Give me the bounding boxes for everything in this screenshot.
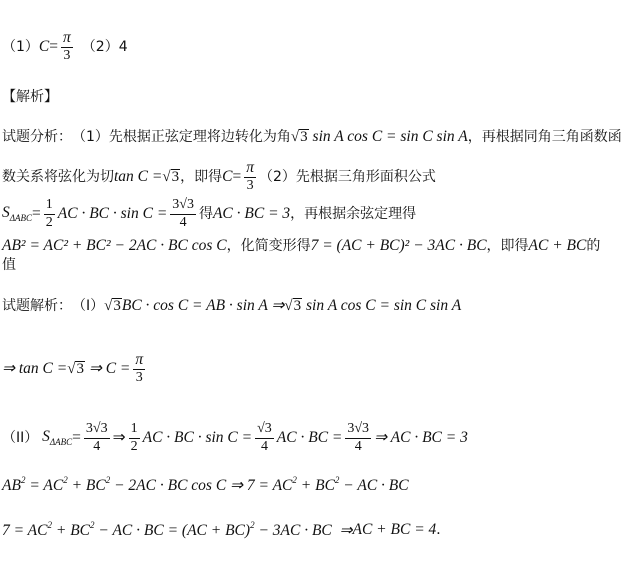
sum-expr: AC + BC — [528, 237, 587, 254]
answer-pi-over-3: $\frac{\pi}{3}$ — [63, 29, 71, 64]
root3-over-4: $\frac{√3}{4}$ — [257, 421, 272, 454]
analysis-line-5: 值 — [2, 257, 16, 273]
analysis-label: 试题分析： — [2, 129, 72, 145]
area-symbol: $S_{\Delta ABC}$ — [2, 204, 33, 224]
analysis-line-4: AB² = AC² + BC² − 2AC · BC cos C ，化简变形得 7 = (AC + BC)² − 3AC · BC ，即得 AC + BC 的 — [2, 237, 601, 254]
analysis-step1-tail: ，再根据同角三角函数函 — [467, 129, 622, 145]
section-heading: 【解析】 — [2, 89, 58, 105]
tan-expr: tan C = — [114, 168, 163, 186]
one-half: $\frac{1}{2}$ — [130, 421, 138, 454]
area-product: AC · BC · sin C = — [57, 205, 168, 223]
solution-label: 试题解析： — [2, 298, 72, 314]
pi-over-3: $\frac{\pi}{3}$ — [135, 351, 144, 386]
analysis-line-1 — [2, 129, 622, 145]
analysis-line-3: $S_{\Delta ABC}$ = $\frac{1}{2}$ AC · BC · sin C = $\frac{3√3}{4}$ 得 AC · BC = 3 ，再根据余弦定理得 — [2, 197, 417, 230]
simplified-eq: 7 = (AC + BC)² − 3AC · BC — [310, 237, 487, 254]
c-var: C — [222, 168, 233, 186]
sqrt3: √ 3 — [290, 129, 308, 145]
ac-bc-equals-3: AC · BC = 3 — [212, 205, 291, 223]
area-symbol: $S_{\Delta ABC}$ — [38, 428, 73, 448]
answer-line — [2, 30, 128, 64]
final-eq: $7 = AC^2 + BC^2$ − AC · BC = (AC + BC)$^2$ − 3AC · BC ⇒ — [2, 520, 353, 539]
analysis-step1: （1）先根据正弦定理将边转化为角 — [72, 129, 291, 145]
three-root3-over-4: $\frac{3√3}{4}$ — [172, 197, 194, 230]
answer-part2-value: 4 — [118, 38, 128, 55]
solution-line-1 — [2, 298, 461, 314]
final-period: ． — [436, 521, 451, 538]
answer-part1-label: （1） — [2, 38, 39, 55]
analysis-line-2: 数关系将弦化为切 tan C = √ 3 ，即得 C = $\frac{\pi}{3}$ （2）先根据三角形面积公式 — [2, 159, 436, 194]
solution-line-2: ⇒ tan C = √ 3 ⇒ C = $\frac{\pi}{3}$ — [2, 351, 144, 386]
three-root3-over-4: $\frac{3√3}{4}$ — [347, 421, 370, 454]
sqrt3: √ 3 — [284, 298, 302, 314]
part1-expr-2: sin A cos C = sin C sin A — [302, 297, 462, 315]
tan-result: ⇒ tan C = — [2, 360, 68, 378]
three-root3-over-4: $\frac{3√3}{4}$ — [85, 421, 108, 454]
answer-c-var: C — [38, 38, 50, 56]
solution-part1: （I） — [72, 298, 105, 314]
analysis-step1-expr: sin A cos C = sin C sin A — [308, 128, 468, 146]
sqrt3: √ 3 — [104, 298, 121, 314]
cos-law-step: $AB^2 = AC^2 + BC^2 - 2AC$ · BC cos C ⇒ $7 = AC^2 + BC^2$ − AC · BC — [2, 475, 409, 494]
pi-over-3: $\frac{\pi}{3}$ — [246, 159, 254, 194]
part1-expr: BC · cos C = AB · sin A ⇒ — [121, 297, 285, 315]
one-half: $\frac{1}{2}$ — [45, 197, 53, 230]
final-sum: AC + BC = 4 — [352, 521, 437, 538]
solution-line-4 — [2, 476, 409, 494]
cos-law: AB² = AC² + BC² − 2AC · BC cos C — [2, 237, 227, 254]
solution-part2: （II） — [2, 430, 39, 447]
solution-line-5 — [2, 521, 450, 539]
sqrt3: √ 3 — [67, 360, 84, 377]
sqrt3: √ 3 — [162, 168, 180, 185]
solution-line-3: （II） $S_{\Delta ABC}$ = $\frac{3√3}{4}$ ⇒ $\frac{1}{2}$ AC · BC · sin C = $\frac{√3}{4}$ AC · BC = $\frac{3√3}{4}$ ⇒ AC · BC = 3 — [2, 421, 468, 454]
answer-part2-label: （2） — [81, 38, 119, 55]
answer-eq-sign: = — [49, 38, 59, 56]
